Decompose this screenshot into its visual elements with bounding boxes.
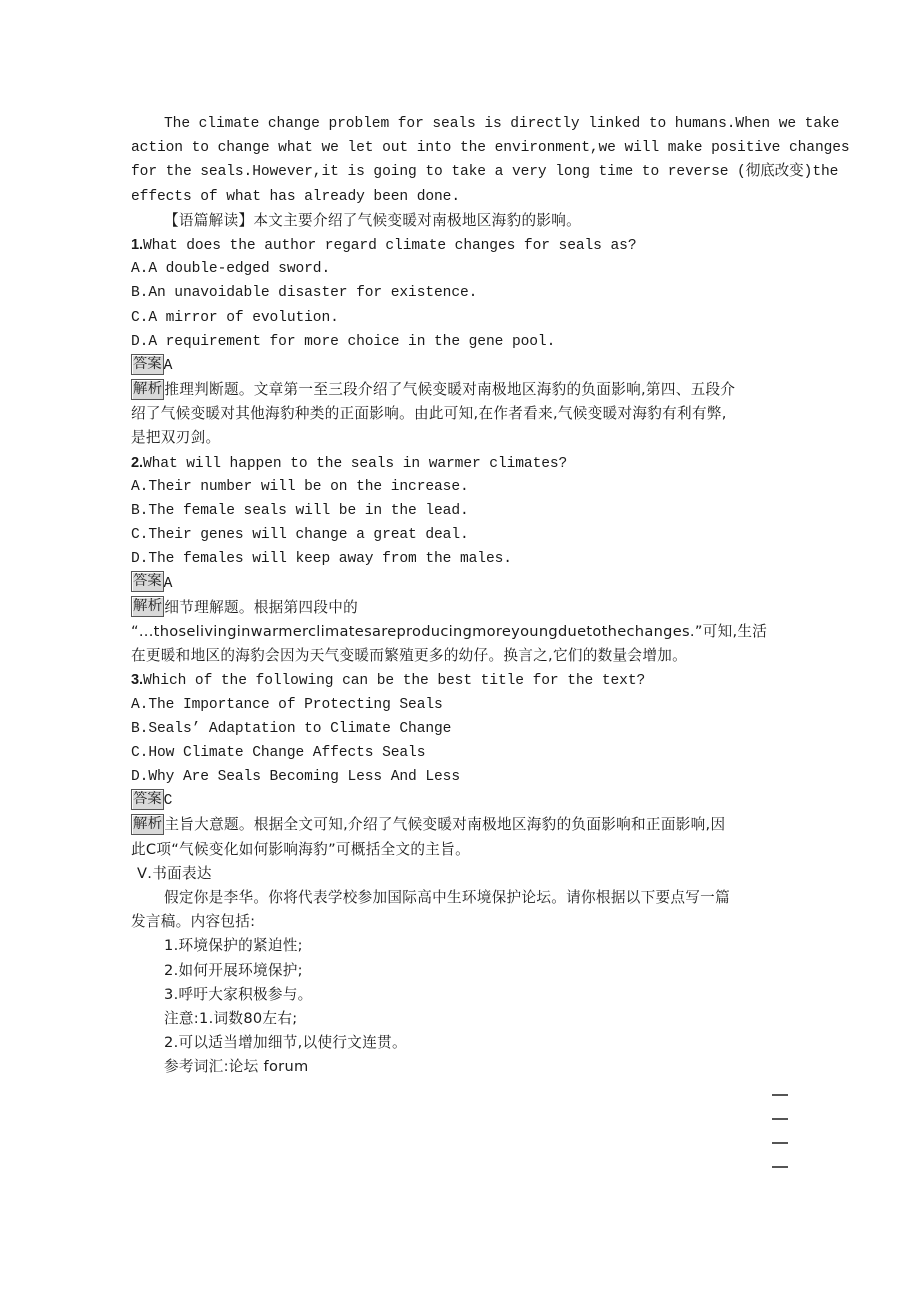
question-text: What will happen to the seals in warmer climates? — [142, 455, 568, 472]
writing-prompt: 发言稿。内容包括: — [131, 913, 256, 931]
option-a: A.A double-edged sword. — [131, 261, 331, 278]
question-stem — [131, 451, 811, 475]
question-number: 2. — [131, 454, 143, 471]
explanation-line: 是把双刃剑。 — [131, 429, 221, 447]
answer-line-dash — [772, 1118, 788, 1120]
analysis-label: 【语篇解读】 — [164, 211, 254, 229]
passage-analysis — [131, 209, 811, 233]
answer-label: 答案 — [131, 571, 164, 592]
option-a: A.Their number will be on the increase. — [131, 478, 469, 495]
writing-prompt: 假定你是李华。你将代表学校参加国际高中生环境保护论坛。请你根据以下要点写一篇 — [164, 889, 730, 906]
question-stem — [131, 668, 811, 692]
explanation-line — [131, 813, 811, 837]
explanation-line: 此C项“气候变化如何影响海豹”可概括全文的主旨。 — [131, 840, 470, 858]
answer-label: 答案 — [131, 789, 164, 810]
explanation-text: 主旨大意题。根据全文可知,介绍了气候变暖对南极地区海豹的负面影响和正面影响,因 — [164, 816, 726, 834]
answer-label: 答案 — [131, 354, 164, 375]
answer-value: A — [163, 357, 173, 374]
question-text: What does the author regard climate changes for seals as? — [142, 237, 637, 254]
option-c: C.Their genes will change a great deal. — [131, 527, 469, 544]
explanation-line: “...thoselivinginwarmerclimatesareproducingmoreyoungduetothechanges.”可知,生活 — [131, 622, 768, 640]
explanation-line: 在更暖和地区的海豹会因为天气变暖而繁殖更多的幼仔。换言之,它们的数量会增加。 — [131, 647, 688, 665]
answer-line-dash — [772, 1094, 788, 1096]
explanation-line: 绍了气候变暖对其他海豹种类的正面影响。由此可知,在作者看来,气候变暖对海豹有利有弊, — [131, 405, 727, 423]
explanation-line — [131, 596, 811, 620]
passage-line: effects of what has already been done. — [131, 188, 460, 205]
option-d: D.The females will keep away from the males. — [131, 551, 512, 568]
analysis-text: 本文主要介绍了气候变暖对南极地区海豹的影响。 — [253, 211, 582, 229]
question-number: 1. — [131, 236, 143, 253]
answer-row — [131, 354, 811, 378]
answer-value: C — [163, 793, 173, 810]
option-c: C.A mirror of evolution. — [131, 309, 339, 326]
answer-lines — [772, 1094, 788, 1190]
section-heading: Ⅴ.书面表达 — [137, 864, 212, 882]
explanation-text: 细节理解题。根据第四段中的 — [164, 598, 359, 616]
explanation-label: 解析 — [131, 596, 164, 617]
explanation-line — [131, 378, 811, 402]
option-a: A.The Importance of Protecting Seals — [131, 696, 443, 713]
writing-point: 1.环境保护的紧迫性; — [164, 937, 303, 955]
writing-note: 2.可以适当增加细节,以使行文连贯。 — [164, 1034, 407, 1052]
writing-note: 注意:1.词数80左右; — [164, 1009, 298, 1027]
explanation-label: 解析 — [131, 379, 164, 400]
answer-row — [131, 789, 811, 813]
passage-line: for the seals.However,it is going to take a very long time to reverse (彻底改变)the — [131, 164, 839, 181]
answer-line-dash — [772, 1142, 788, 1144]
option-d: D.Why Are Seals Becoming Less And Less — [131, 769, 460, 786]
explanation-text: 推理判断题。文章第一至三段介绍了气候变暖对南极地区海豹的负面影响,第四、五段介 — [164, 381, 736, 399]
option-b: B.An unavoidable disaster for existence. — [131, 285, 478, 302]
question-text: Which of the following can be the best title for the text? — [142, 673, 646, 690]
writing-point: 2.如何开展环境保护; — [164, 961, 303, 979]
question-stem — [131, 233, 811, 257]
question-number: 3. — [131, 672, 143, 689]
answer-value: A — [163, 575, 173, 592]
document-page — [131, 112, 850, 1080]
passage-line: action to change what we let out into the environment,we will make positive changes — [131, 140, 850, 157]
passage-line: The climate change problem for seals is directly linked to humans.When we take — [164, 116, 840, 132]
option-b: B.Seals’ Adaptation to Climate Change — [131, 720, 452, 737]
explanation-label: 解析 — [131, 814, 164, 835]
option-b: B.The female seals will be in the lead. — [131, 503, 469, 519]
answer-row — [131, 572, 811, 596]
option-d: D.A requirement for more choice in the gene pool. — [131, 333, 556, 350]
answer-line-dash — [772, 1166, 788, 1168]
writing-vocab: 参考词汇:论坛 forum — [164, 1058, 309, 1076]
option-c: C.How Climate Change Affects Seals — [131, 744, 426, 761]
writing-point: 3.呼吁大家积极参与。 — [164, 985, 313, 1003]
